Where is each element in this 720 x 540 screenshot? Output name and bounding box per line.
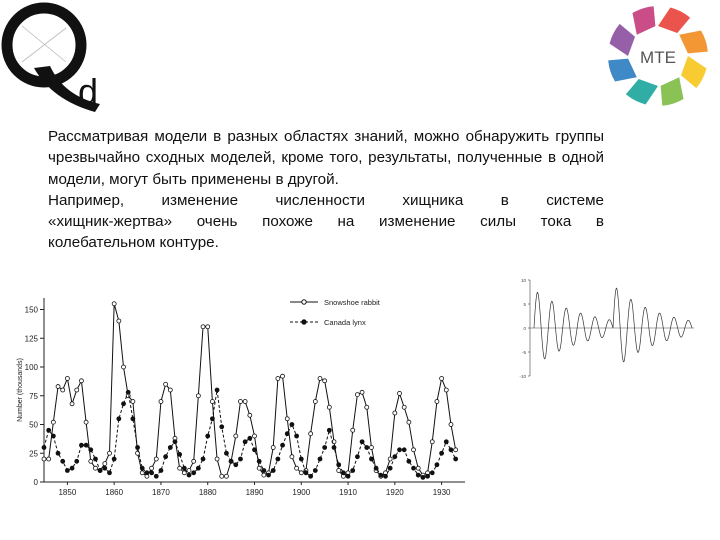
mte-petal — [681, 56, 706, 88]
lynx-point — [243, 440, 247, 444]
lynx-point — [79, 443, 83, 447]
rabbit-point — [248, 413, 252, 417]
lynx-point — [323, 446, 327, 450]
lynx-point — [238, 457, 242, 461]
y-tick-label: 125 — [24, 334, 38, 344]
d-letter: d — [78, 71, 99, 112]
x-tick-label: 1900 — [292, 488, 311, 497]
rabbit-point — [243, 400, 247, 404]
rabbit-point — [295, 466, 299, 470]
lynx-point — [224, 451, 228, 455]
rabbit-point — [215, 457, 219, 461]
lynx-point — [285, 432, 289, 436]
legend-marker — [302, 300, 306, 304]
predator-prey-chart — [0, 290, 480, 505]
lynx-point — [262, 469, 266, 473]
lynx-point — [271, 469, 275, 473]
lynx-point — [393, 455, 397, 459]
lynx-point — [383, 474, 387, 478]
lynx-point — [416, 473, 420, 477]
rabbit-point — [360, 390, 364, 394]
rabbit-point — [164, 382, 168, 386]
x-tick-label: 1850 — [58, 488, 77, 497]
y-tick-label: 0 — [33, 478, 38, 487]
lynx-point — [89, 448, 93, 452]
lynx-point — [332, 446, 336, 450]
rabbit-point — [150, 466, 154, 470]
lynx-point — [318, 457, 322, 461]
lynx-point — [388, 466, 392, 470]
rabbit-point — [238, 400, 242, 404]
paragraph-2-line-2: «хищник-жертва» очень похоже на изменение силы тока в — [48, 213, 604, 231]
lynx-point — [65, 469, 69, 473]
rabbit-point — [192, 459, 196, 463]
rabbit-point — [224, 474, 228, 478]
lynx-point — [327, 428, 331, 432]
rabbit-point — [444, 388, 448, 392]
rabbit-point — [196, 394, 200, 398]
rabbit-point — [402, 405, 406, 409]
legend-marker — [302, 320, 306, 324]
osc-y-tick-label: 5 — [523, 302, 526, 307]
rabbit-point — [351, 428, 355, 432]
lynx-point — [196, 466, 200, 470]
mte-petal — [679, 30, 708, 53]
lynx-point — [379, 473, 383, 477]
rabbit-point — [412, 448, 416, 452]
lynx-point — [435, 463, 439, 467]
x-tick-label: 1890 — [245, 488, 264, 497]
lynx-point — [150, 471, 154, 475]
legend-label: Canada lynx — [324, 318, 366, 327]
lynx-point — [369, 457, 373, 461]
mte-label: MTE — [640, 48, 676, 67]
rabbit-point — [140, 471, 144, 475]
rabbit-point — [182, 471, 186, 475]
rabbit-point — [84, 420, 88, 424]
lynx-point — [355, 455, 359, 459]
x-tick-label: 1930 — [432, 488, 451, 497]
lynx-point — [154, 474, 158, 478]
rabbit-point — [79, 379, 83, 383]
osc-y-tick-label: -5 — [521, 350, 526, 355]
rabbit-point — [75, 388, 79, 392]
rabbit-point — [154, 457, 158, 461]
rabbit-point — [117, 319, 121, 323]
lynx-point — [337, 463, 341, 467]
lynx-point — [168, 446, 172, 450]
rabbit-point — [234, 434, 238, 438]
lynx-point — [122, 402, 126, 406]
lynx-point — [276, 457, 280, 461]
lynx-point — [56, 451, 60, 455]
rabbit-point — [430, 440, 434, 444]
rabbit-point — [365, 405, 369, 409]
rabbit-point — [454, 448, 458, 452]
lynx-point — [112, 457, 116, 461]
x-tick-label: 1880 — [198, 488, 217, 497]
lynx-point — [178, 452, 182, 456]
rabbit-point — [210, 400, 214, 404]
osc-y-tick-label: 10 — [520, 278, 526, 283]
mte-petal — [610, 24, 635, 56]
rabbit-point — [318, 377, 322, 381]
rabbit-point — [313, 400, 317, 404]
lynx-point — [440, 451, 444, 455]
y-tick-label: 50 — [29, 420, 38, 430]
lynx-point — [215, 388, 219, 392]
lynx-point — [257, 459, 261, 463]
lynx-point — [192, 471, 196, 475]
lynx-point — [346, 474, 350, 478]
lynx-point — [47, 428, 51, 432]
lynx-point — [248, 436, 252, 440]
lynx-point — [98, 469, 102, 473]
lynx-point — [103, 466, 107, 470]
lynx-point — [290, 423, 294, 427]
lynx-point — [374, 466, 378, 470]
lynx-point — [341, 471, 345, 475]
paragraph-2-line-3: колебательном контуре. — [48, 234, 219, 252]
lynx-point — [430, 471, 434, 475]
lynx-point — [117, 417, 121, 421]
paragraph-2-line-1: Например, изменение численности хищника в системе — [48, 191, 604, 209]
lynx-point — [412, 466, 416, 470]
rabbit-point — [435, 400, 439, 404]
x-tick-label: 1920 — [385, 488, 404, 497]
rabbit-point — [42, 457, 46, 461]
rabbit-point — [449, 423, 453, 427]
rabbit-point — [131, 400, 135, 404]
rabbit-point — [323, 379, 327, 383]
lynx-point — [351, 469, 355, 473]
rabbit-point — [187, 469, 191, 473]
oscillation-chart — [510, 272, 700, 382]
x-tick-label: 1870 — [152, 488, 170, 497]
body-text — [48, 126, 604, 254]
rabbit-point — [327, 405, 331, 409]
rabbit-point — [257, 466, 261, 470]
y-tick-label: 25 — [29, 449, 38, 459]
rabbit-point — [65, 377, 69, 381]
lynx-point — [126, 390, 130, 394]
lynx-point — [93, 457, 97, 461]
rabbit-point — [89, 459, 93, 463]
lynx-point — [131, 417, 135, 421]
rabbit-point — [369, 446, 373, 450]
lynx-point — [164, 455, 168, 459]
lynx-point — [444, 440, 448, 444]
rabbit-point — [309, 432, 313, 436]
lynx-point — [295, 434, 299, 438]
lynx-point — [187, 473, 191, 477]
lynx-point — [281, 443, 285, 447]
rabbit-point — [51, 420, 55, 424]
rabbit-point — [407, 420, 411, 424]
lynx-point — [407, 459, 411, 463]
lynx-point — [309, 474, 313, 478]
lynx-point — [229, 459, 233, 463]
rabbit-point — [122, 365, 126, 369]
rabbit-point — [56, 385, 60, 389]
lynx-point — [61, 459, 65, 463]
rabbit-point — [201, 325, 205, 329]
y-axis-label: Number (thousands) — [17, 358, 24, 422]
lynx-point — [136, 446, 140, 450]
mte-logo — [603, 0, 713, 112]
mte-petal — [608, 59, 637, 82]
lynx-point — [360, 440, 364, 444]
x-tick-label: 1910 — [339, 488, 357, 497]
lynx-point — [140, 466, 144, 470]
lynx-point — [454, 457, 458, 461]
rabbit-point — [103, 462, 107, 466]
rabbit-point — [271, 446, 275, 450]
rabbit-point — [290, 455, 294, 459]
rabbit-point — [168, 388, 172, 392]
rabbit-line — [44, 304, 456, 477]
lynx-point — [220, 425, 224, 429]
lynx-point — [206, 434, 210, 438]
rabbit-point — [262, 473, 266, 477]
lynx-point — [426, 474, 430, 478]
lynx-point — [70, 466, 74, 470]
rabbit-point — [337, 469, 341, 473]
rabbit-point — [107, 451, 111, 455]
lynx-point — [365, 446, 369, 450]
rabbit-point — [178, 466, 182, 470]
lynx-point — [51, 434, 55, 438]
lynx-point — [75, 459, 79, 463]
rabbit-point — [276, 377, 280, 381]
rabbit-point — [206, 325, 210, 329]
lynx-point — [210, 417, 214, 421]
lynx-point — [84, 443, 88, 447]
rabbit-point — [440, 377, 444, 381]
lynx-point — [449, 448, 453, 452]
lynx-point — [402, 448, 406, 452]
lynx-point — [253, 448, 257, 452]
rabbit-point — [61, 388, 65, 392]
y-tick-label: 150 — [24, 305, 38, 315]
rabbit-point — [93, 466, 97, 470]
lynx-point — [313, 469, 317, 473]
rabbit-point — [281, 374, 285, 378]
lynx-point — [182, 466, 186, 470]
lynx-point — [398, 448, 402, 452]
rabbit-point — [388, 457, 392, 461]
rabbit-point — [393, 411, 397, 415]
mte-petal — [661, 77, 684, 106]
lynx-point — [304, 471, 308, 475]
osc-y-tick-label: 0 — [523, 326, 526, 331]
qd-logo — [0, 0, 130, 115]
rabbit-point — [355, 393, 359, 397]
rabbit-point — [159, 400, 163, 404]
mte-petal — [626, 79, 658, 104]
lynx-point — [267, 473, 271, 477]
rabbit-point — [70, 402, 74, 406]
osc-signal-line — [534, 288, 692, 362]
lynx-point — [201, 457, 205, 461]
lynx-point — [299, 457, 303, 461]
lynx-point — [421, 475, 425, 479]
legend-label: Snowshoe rabbit — [324, 298, 380, 307]
lynx-point — [42, 446, 46, 450]
paragraph-1: Рассматривая модели в разных областях знаний, можно обнаружить группы чрезвычайно сходных моделей, кроме того, результаты, полученные в одной модели, могут быть применены в другой. — [48, 128, 604, 188]
y-tick-label: 75 — [29, 391, 38, 401]
mte-petal — [658, 8, 690, 33]
rabbit-point — [299, 471, 303, 475]
lynx-point — [234, 463, 238, 467]
rabbit-point — [112, 302, 116, 306]
y-tick-label: 100 — [24, 363, 38, 372]
rabbit-point — [398, 391, 402, 395]
rabbit-point — [416, 466, 420, 470]
x-tick-label: 1860 — [105, 488, 124, 497]
lynx-point — [107, 471, 111, 475]
rabbit-point — [253, 434, 257, 438]
rabbit-point — [220, 474, 224, 478]
mte-petal — [632, 6, 655, 35]
rabbit-point — [47, 457, 51, 461]
rabbit-point — [285, 417, 289, 421]
lynx-point — [173, 440, 177, 444]
osc-y-tick-label: -10 — [519, 374, 526, 379]
lynx-point — [145, 471, 149, 475]
lynx-point — [159, 469, 163, 473]
